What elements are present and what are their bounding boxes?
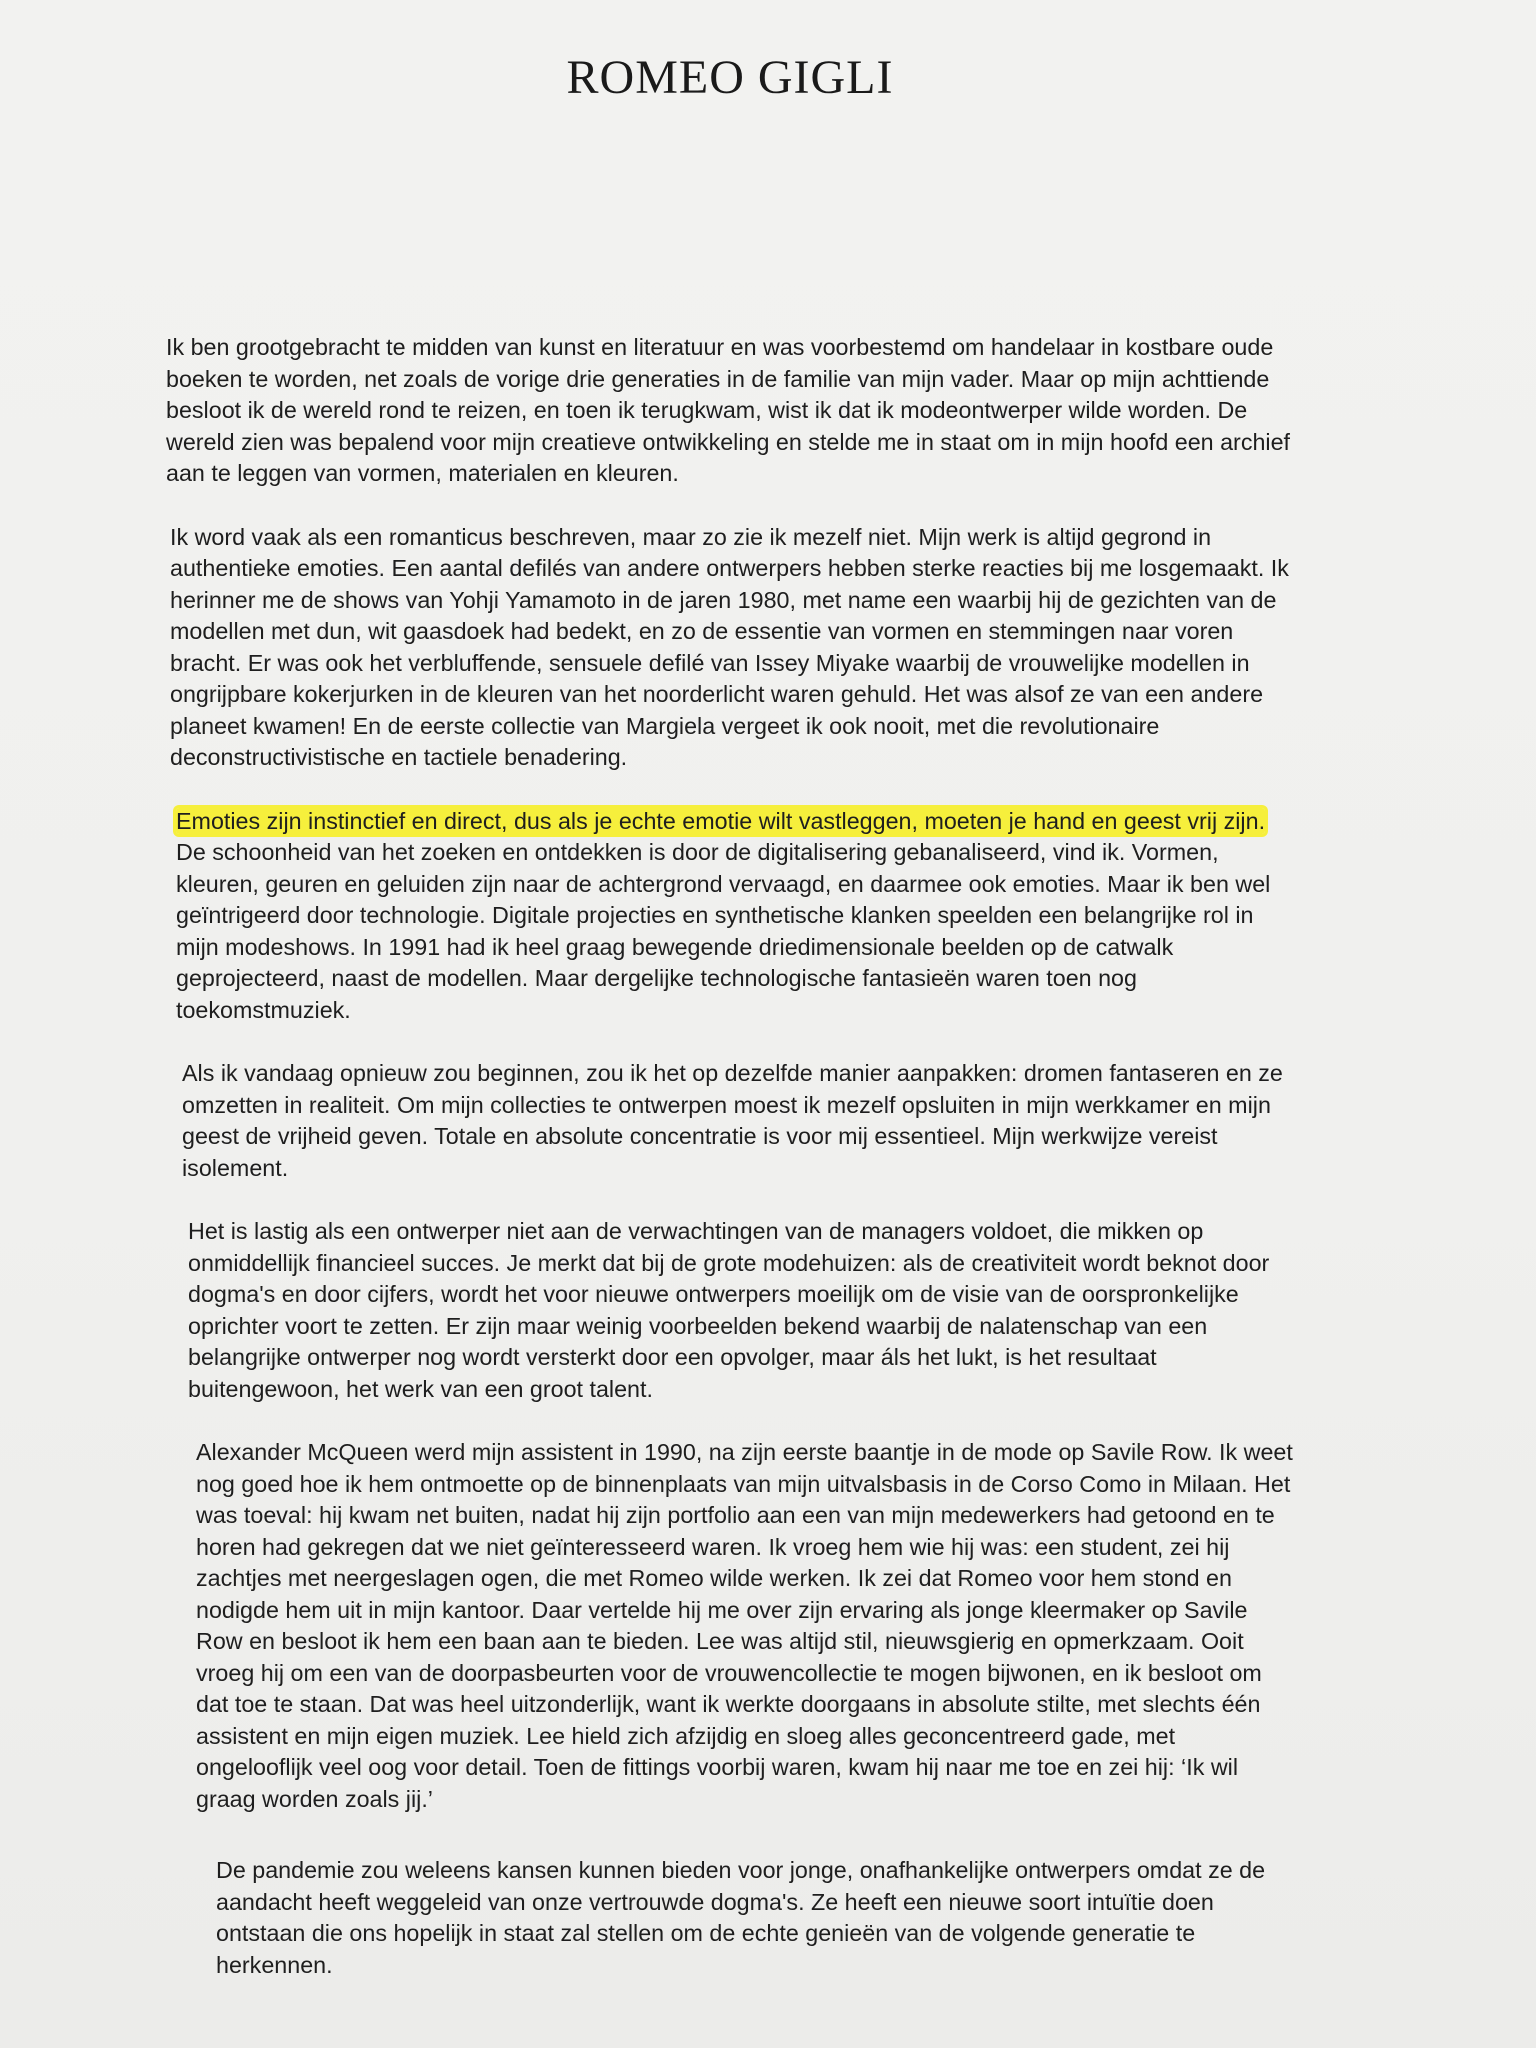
paragraph-4: Als ik vandaag opnieuw zou beginnen, zou ik het op dezelfde manier aanpakken: dromen fantaseren en ze omzetten in realiteit. Om mijn collecties te ontwerpen moest ik mezelf opsluiten in mijn werkkamer en mijn geest de vrijheid geven. Totale en absolute concentratie is voor mij essentieel. Mijn werkwijze vereist isolement. <box>182 1060 1283 1181</box>
paragraph-7: De pandemie zou weleens kansen kunnen bieden voor jonge, onafhankelijke ontwerpers omdat ze de aandacht heeft weggeleid van onze vertrouwde dogma's. Ze heeft een nieuwe soort intuïtie doen ontstaan die ons hopelijk in staat zal stellen om de echte genieën van de volgende generatie te herkennen. <box>216 1857 1266 1978</box>
highlighted-quote: Emoties zijn instinctief en direct, dus als je echte emotie wilt vastleggen, moeten je hand en geest vrij zijn. <box>176 807 1266 834</box>
page-title: ROMEO GIGLI <box>566 51 894 104</box>
paragraph-6: Alexander McQueen werd mijn assistent in 1990, na zijn eerste baantje in de mode op Savile Row. Ik weet nog goed hoe ik hem ontmoette op de binnenplaats van mijn uitvalsbasis in de Corso Como in Milaan. Het was toeval: hij kwam net buiten, nadat hij zijn portfolio aan een van mijn medewerkers had getoond en te horen had gekregen dat we niet geïnteresseerd waren. Ik vroeg hem wie hij was: een student, zei hij zachtjes met neergeslagen ogen, die met Romeo wilde werken. Ik zei dat Romeo voor hem stond en nodigde hem uit in mijn kantoor. Daar vertelde hij me over zijn ervaring als jonge kleermaker op Savile Row en besloot ik hem een baan aan te bieden. Lee was altijd stil, nieuwsgierig en opmerkzaam. Ooit vroeg hij om een van de doorpasbeurten voor de vrouwencollectie te mogen bijwonen, en ik besloot om dat toe te staan. Dat was heel uitzonderlijk, want ik werkte doorgaans in absolute stilte, met slechts één assistent en mijn eigen muziek. Lee hield zich afzijdig en sloeg alles geconcentreerd gade, met ongelooflijk veel oog voor detail. Toen de fittings voorbij waren, kwam hij naar me toe en zei hij: ‘Ik wil graag worden zoals jij.’ <box>196 1439 1293 1812</box>
paragraph-3-text: De schoonheid van het zoeken en ontdekken is door de digitalisering gebanaliseerd, vind ik. Vormen, kleuren, geuren en geluiden zijn naar de achtergrond vervaagd, en daarmee ook emoties. Maar ik ben wel geïntrigeerd door technologie. Digitale projecties en synthetische klanken speelden een belangrijke rol in mijn modeshows. In 1991 had ik heel graag bewegende driedimensionale beelden op de catwalk geprojecteerd, naast de modellen. Maar dergelijke technologische fantasieën waren toen nog toekomstmuziek. <box>176 839 1271 1023</box>
paragraph-5: Het is lastig als een ontwerper niet aan de verwachtingen van de managers voldoet, die mikken op onmiddellijk financieel succes. Je merkt dat bij de grote modehuizen: als de creativiteit wordt beknot door dogma's en door cijfers, wordt het voor nieuwe ontwerpers moeilijk om de visie van de oorspronkelijke oprichter voort te zetten. Er zijn maar weinig voorbeelden bekend waarbij de nalatenschap van een belangrijke ontwerper nog wordt versterkt door een opvolger, maar áls het lukt, is het resultaat buitengewoon, het werk van een groot talent. <box>188 1218 1270 1402</box>
article-body <box>166 332 1294 2013</box>
paragraph-1: Ik ben grootgebracht te midden van kunst en literatuur en was voorbestemd om handelaar in kostbare oude boeken te worden, net zoals de vorige drie generaties in de familie van mijn vader. Maar op mijn achttiende besloot ik de wereld rond te reizen, en toen ik terugkwam, wist ik dat ik modeontwerper wilde worden. De wereld zien was bepalend voor mijn creatieve ontwikkeling en stelde me in staat om in mijn hoofd een archief aan te leggen van vormen, materialen en kleuren. <box>166 334 1291 486</box>
paragraph-2: Ik word vaak als een romanticus beschreven, maar zo zie ik mezelf niet. Mijn werk is altijd gegrond in authentieke emoties. Een aantal defilés van andere ontwerpers hebben sterke reacties bij me losgemaakt. Ik herinner me de shows van Yohji Yamamoto in de jaren 1980, met name een waarbij hij de gezichten van de modellen met dun, wit gaasdoek had bedekt, en zo de essentie van vormen en stemmingen naar voren bracht. Er was ook het verbluffende, sensuele defilé van Issey Miyake waarbij de vrouwelijke modellen in ongrijpbare kokerjurken in de kleuren van het noorderlicht waren gehuld. Het was alsof ze van een andere planeet kwamen! En de eerste collectie van Margiela vergeet ik ook nooit, met die revolutionaire deconstructivistische en tactiele benadering. <box>170 523 1289 770</box>
paragraph-3 <box>176 806 1294 1027</box>
